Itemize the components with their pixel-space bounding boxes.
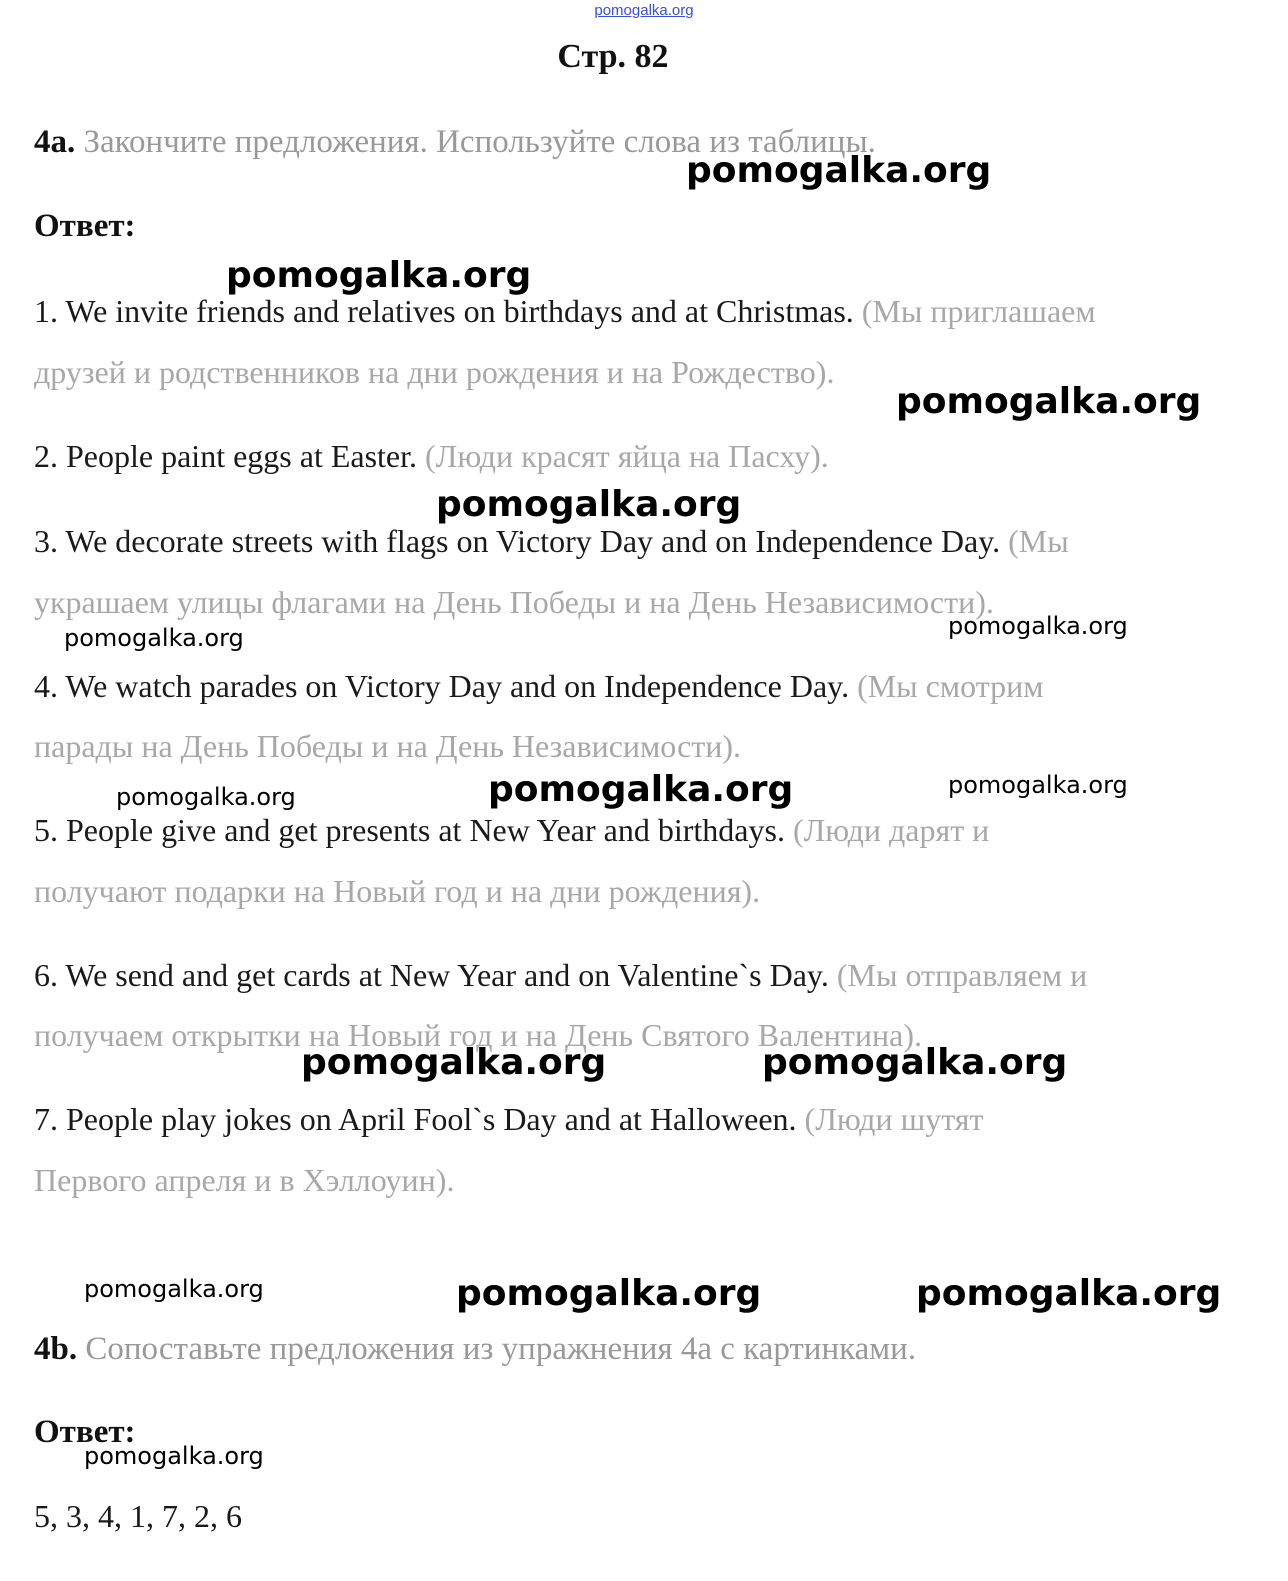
watermark: pomogalka.org xyxy=(948,612,1128,640)
watermark: pomogalka.org xyxy=(456,1273,762,1314)
task-4b-text: Сопоставьте предложения из упражнения 4а с картинками. xyxy=(85,1331,917,1367)
item-6-translation-cont: получаем открытки на Новый год и на День Святого Валентина). xyxy=(34,1017,922,1053)
task-4a-answer-label: Ответ: xyxy=(34,208,136,244)
item-7-translation-cont: Первого апреля и в Хэллоуин). xyxy=(34,1162,455,1198)
watermark: pomogalka.org xyxy=(948,771,1128,799)
item-1-english: 1. We invite friends and relatives on birthdays and at Christmas. xyxy=(34,293,854,329)
watermark: pomogalka.org xyxy=(488,769,794,810)
answer-item-7 xyxy=(34,1101,983,1138)
task-4b-number: 4b. xyxy=(34,1331,78,1367)
answer-item-5 xyxy=(34,812,989,849)
item-5-translation: (Люди дарят и xyxy=(792,812,990,848)
watermark: pomogalka.org xyxy=(84,1275,264,1303)
watermark: pomogalka.org xyxy=(116,783,296,811)
item-7-translation: (Люди шутят xyxy=(804,1101,984,1137)
item-1-translation-cont: друзей и родственников на дни рождения и на Рождество). xyxy=(34,354,835,390)
item-4-translation: (Мы смотрим xyxy=(857,668,1044,704)
answer-item-6 xyxy=(34,957,1087,994)
task-4a-number: 4a. xyxy=(34,124,76,160)
item-4-english: 4. We watch parades on Victory Day and on Independence Day. xyxy=(34,668,850,704)
answer-item-4 xyxy=(34,668,1043,705)
item-3-translation: (Мы xyxy=(1008,523,1069,559)
watermark: pomogalka.org xyxy=(896,381,1202,422)
item-6-translation: (Мы отправляем и xyxy=(836,957,1088,993)
item-5-translation-cont: получают подарки на Новый год и на дни рождения). xyxy=(34,873,761,909)
item-6-english: 6. We send and get cards at New Year and on Valentine`s Day. xyxy=(34,957,829,993)
page-heading: Стр. 82 xyxy=(557,38,669,75)
watermark: pomogalka.org xyxy=(762,1042,1068,1083)
answer-item-1 xyxy=(34,293,1096,330)
watermark: pomogalka.org xyxy=(686,150,992,191)
item-4-translation-cont: парады на День Победы и на День Независимости). xyxy=(34,728,742,764)
watermark: pomogalka.org xyxy=(916,1273,1222,1314)
item-7-english: 7. People play jokes on April Fool`s Day and at Halloween. xyxy=(34,1101,797,1137)
item-5-english: 5. People give and get presents at New Year and birthdays. xyxy=(34,812,785,848)
item-2-english: 2. People paint eggs at Easter. xyxy=(34,438,418,474)
task-4b-answer: 5, 3, 4, 1, 7, 2, 6 xyxy=(34,1498,242,1534)
watermark: pomogalka.org xyxy=(84,1442,264,1470)
answer-item-2 xyxy=(34,438,829,475)
watermark: pomogalka.org xyxy=(64,624,244,652)
item-3-english: 3. We decorate streets with flags on Victory Day and on Independence Day. xyxy=(34,523,1001,559)
item-1-translation: (Мы приглашаем xyxy=(861,293,1096,329)
top-site-link[interactable]: pomogalka.org xyxy=(594,2,694,19)
task-4b-answer-label: Ответ: xyxy=(34,1414,136,1450)
watermark: pomogalka.org xyxy=(301,1042,607,1083)
answer-item-3 xyxy=(34,523,1069,560)
watermark: pomogalka.org xyxy=(226,255,532,296)
task-4a-text: Закончите предложения. Используйте слова из таблицы. xyxy=(83,124,876,160)
task-4b-instruction xyxy=(34,1331,916,1368)
item-3-translation-cont: украшаем улицы флагами на День Победы и на День Независимости). xyxy=(34,584,994,620)
item-2-translation: (Люди красят яйца на Пасху). xyxy=(425,438,829,474)
watermark: pomogalka.org xyxy=(436,484,742,525)
